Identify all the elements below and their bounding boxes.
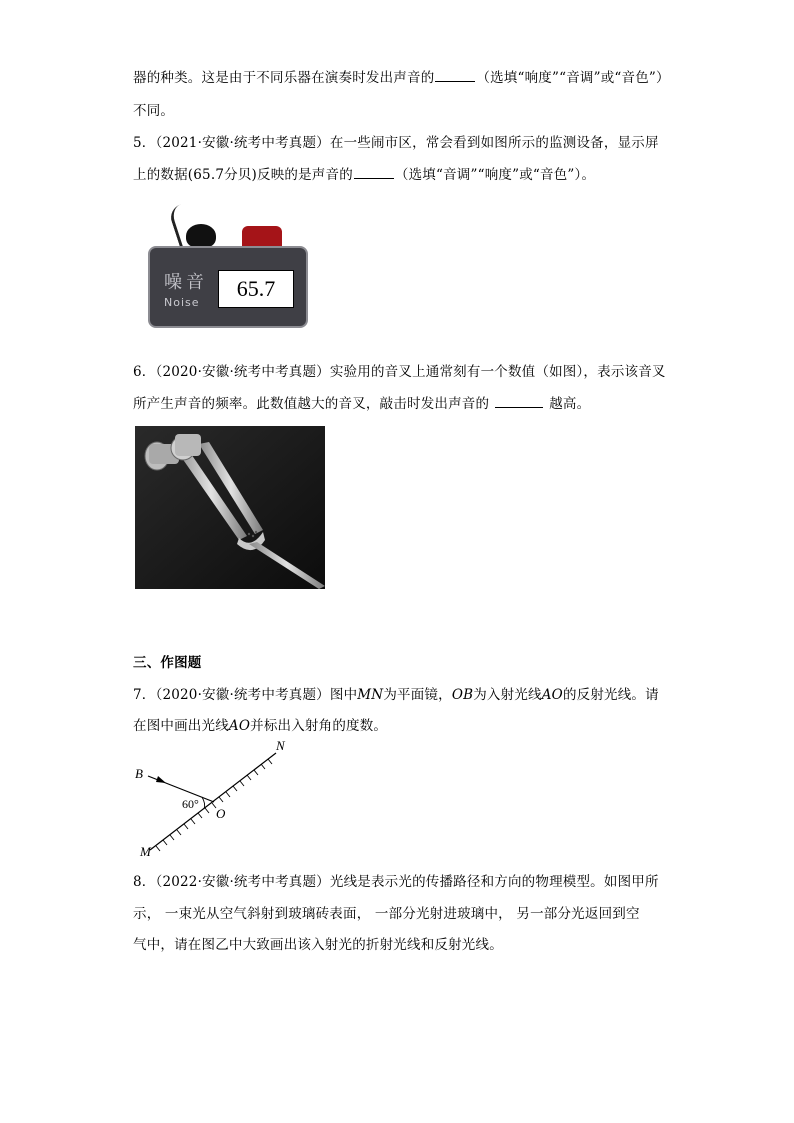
question-text: 器的种类。这是由于不同乐器在演奏时发出声音的 — [133, 70, 435, 86]
question-text: 为入射光线 — [473, 687, 542, 703]
tuning-fork-photo — [135, 426, 325, 589]
question-text: 上的数据(65.7分贝)反映的是声音的 — [133, 167, 353, 183]
section-heading — [133, 651, 202, 671]
question-text: 在图中画出光线 — [133, 718, 229, 734]
question-8-line-2 — [133, 902, 640, 922]
question-text: （选填“音调”“响度”或“音色”）。 — [394, 167, 596, 183]
meter-reading: 65.7 — [218, 270, 294, 308]
question-text: 为平面镜， — [383, 687, 452, 703]
question-text: 不同。 — [133, 103, 175, 119]
symbol-mn: MN — [357, 687, 384, 703]
noise-meter-image — [148, 204, 308, 330]
mirror-reflection-diagram — [130, 738, 300, 860]
question-text: 示， 一束光从空气斜射到玻璃砖表面， 一部分光射进玻璃中， 另一部分光返回到空 — [133, 906, 640, 922]
question-7-line-2 — [133, 714, 387, 734]
question-text: 7．（2020·安徽·统考中考真题）图中 — [133, 687, 358, 703]
question-text: （选填“响度”“音调”或“音色”） — [476, 70, 670, 86]
arrow-head — [156, 776, 166, 783]
symbol-ao: AO — [541, 687, 563, 703]
label-n: N — [276, 738, 285, 753]
question-7-line-1 — [133, 683, 659, 703]
tuning-fork-drawing — [135, 426, 325, 589]
symbol-ao: AO — [228, 718, 251, 734]
answer-blank[interactable] — [495, 395, 543, 408]
label-b: B — [135, 766, 143, 781]
symbol-ob: OB — [451, 687, 474, 703]
text-line — [133, 99, 174, 119]
question-5-line-1 — [133, 131, 659, 151]
question-text: 所产生声音的频率。此数值越大的音叉，敲击时发出声音的 — [133, 396, 490, 412]
meter-case — [148, 246, 308, 328]
text-line — [133, 66, 670, 86]
microphone — [186, 224, 216, 248]
question-text: 越高。 — [549, 396, 591, 412]
question-6-line-1 — [133, 360, 666, 380]
question-6-line-2 — [133, 392, 590, 412]
label-o: O — [216, 806, 226, 821]
question-text: 8．（2022·安徽·统考中考真题）光线是表示光的传播路径和方向的物理模型。如图甲所 — [133, 874, 659, 890]
mirror-hatching — [156, 759, 272, 851]
meter-label-zh: 噪音 — [164, 272, 208, 293]
section-title: 三、作图题 — [133, 655, 202, 671]
question-text: 并标出入射角的度数。 — [250, 718, 388, 734]
question-text: 5．（2021·安徽·统考中考真题）在一些闹市区，常会看到如图所示的监测设备，显示屏 — [133, 135, 659, 151]
answer-blank[interactable] — [435, 69, 475, 82]
question-text: 6．（2020·安徽·统考中考真题）实验用的音叉上通常刻有一个数值（如图），表示该音叉 — [133, 364, 666, 380]
answer-blank[interactable] — [354, 166, 394, 179]
question-8-line-1 — [133, 870, 659, 890]
question-text: 气中，请在图乙中大致画出该入射光的折射光线和反射光线。 — [133, 937, 503, 953]
angle-label: 60° — [182, 797, 199, 811]
label-m: M — [140, 844, 151, 859]
question-5-line-2 — [133, 163, 595, 183]
meter-label-en: Noise — [164, 296, 200, 309]
question-text: 的反射光线。请 — [562, 687, 659, 703]
question-8-line-3 — [133, 933, 503, 953]
